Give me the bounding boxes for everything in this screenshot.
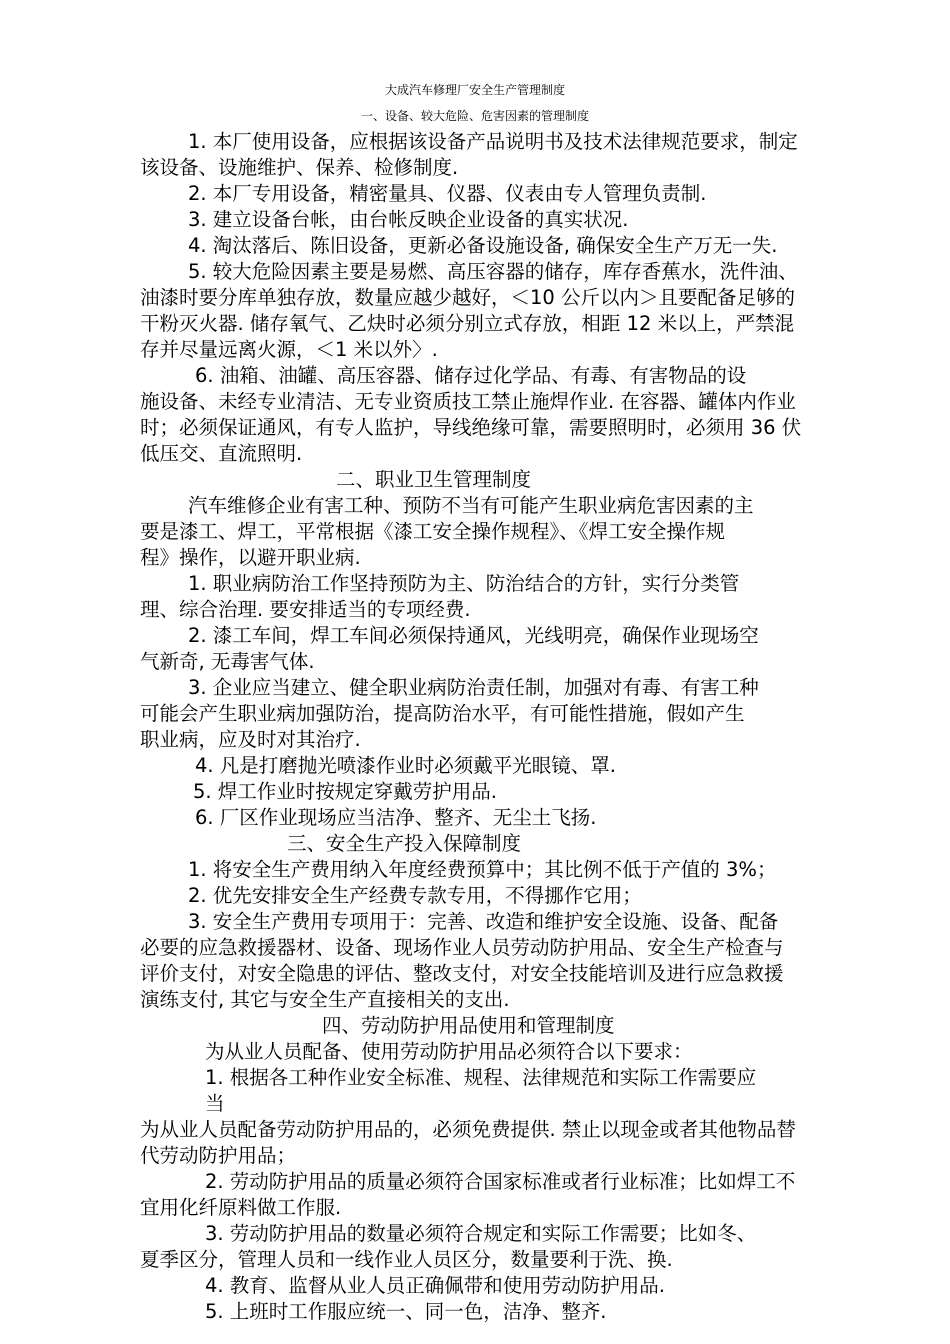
section-heading: 三、安全生产投入保障制度: [287, 832, 522, 855]
text-line: 1. 职业病防治工作坚持预防为主、防治结合的方针，实行分类管: [188, 572, 740, 595]
text-line: 2. 优先安排安全生产经费专款专用，不得挪作它用；: [188, 884, 642, 907]
text-line: 3. 劳动防护用品的数量必须符合规定和实际工作需要；比如冬、: [205, 1222, 757, 1245]
text-line: 2. 劳动防护用品的质量必须符合国家标准或者行业标准；比如焊工不: [205, 1170, 796, 1193]
text-line: 油漆时要分库单独存放，数量应越少越好，＜10 公斤以内＞且要配备足够的: [140, 286, 796, 309]
text-line: 可能会产生职业病加强防治，提高防治水平，有可能性措施，假如产生: [140, 702, 745, 725]
text-line: 4. 教育、监督从业人员正确佩带和使用劳动防护用品.: [205, 1274, 666, 1297]
text-line: 当: [205, 1092, 225, 1115]
text-line: 职业病，应及时对其治疗.: [140, 728, 361, 751]
text-line: 干粉灭火器. 储存氧气、乙炔时必须分别立式存放，相距 12 米以上，严禁混: [140, 312, 795, 335]
text-line: 5. 上班时工作服应统一、同一色，洁净、整齐.: [205, 1300, 607, 1323]
text-line: 气新奇, 无毒害气体.: [140, 650, 315, 673]
text-line: 宜用化纤原料做工作服.: [140, 1196, 342, 1219]
text-line: 评价支付，对安全隐患的评估、整改支付，对安全技能培训及进行应急救援: [140, 962, 784, 985]
text-line: 3. 企业应当建立、健全职业病防治责任制，加强对有毒、有害工种: [188, 676, 759, 699]
document-title: 大成汽车修理厂安全生产管理制度: [384, 83, 565, 97]
text-line: 程》操作，以避开职业病.: [140, 546, 361, 569]
section-heading: 四、劳动防护用品使用和管理制度: [322, 1014, 615, 1037]
text-line: 4. 凡是打磨抛光喷漆作业时必须戴平光眼镜、罩.: [195, 754, 617, 777]
text-line: 6. 厂区作业现场应当洁净、整齐、无尘土飞扬.: [195, 806, 597, 829]
text-line: 要是漆工、焊工，平常根据《漆工安全操作规程》、《焊工安全操作规: [140, 520, 726, 543]
text-line: 6. 油箱、油罐、高压容器、储存过化学品、有毒、有害物品的设: [195, 364, 747, 387]
text-line: 施设备、未经专业清洁、无专业资质技工禁止施焊作业. 在容器、罐体内作业: [140, 390, 796, 413]
text-line: 1. 本厂使用设备，应根据该设备产品说明书及技术法律规范要求，制定: [188, 130, 798, 153]
text-line: 低压交、直流照明.: [140, 442, 303, 465]
text-line: 为从业人员配备、使用劳动防护用品必须符合以下要求：: [205, 1040, 693, 1063]
text-line: 为从业人员配备劳动防护用品的，必须免费提供. 禁止以现金或者其他物品替: [140, 1118, 796, 1141]
text-line: 3. 安全生产费用专项用于：完善、改造和维护安全设施、设备、配备: [188, 910, 779, 933]
text-line: 4. 淘汰落后、陈旧设备，更新必备设施设备, 确保安全生产万无一失.: [188, 234, 778, 257]
text-line: 必要的应急救援器材、设备、现场作业人员劳动防护用品、安全生产检查与: [140, 936, 784, 959]
text-line: 2. 本厂专用设备，精密量具、仪器、仪表由专人管理负责制.: [188, 182, 707, 205]
text-line: 代劳动防护用品；: [140, 1144, 297, 1167]
text-line: 时；必须保证通风，有专人监护，导线绝缘可靠，需要照明时，必须用 36 伏: [140, 416, 802, 439]
text-line: 汽车维修企业有害工种、预防不当有可能产生职业病危害因素的主: [188, 494, 754, 517]
text-line: 5. 较大危险因素主要是易燃、高压容器的储存，库存香蕉水，洗件油、: [188, 260, 798, 283]
text-line: 该设备、设施维护、保养、检修制度.: [140, 156, 459, 179]
text-line: 1. 将安全生产费用纳入年度经费预算中；其比例不低于产值的 3%；: [188, 858, 777, 881]
text-line: 存并尽量远离火源，＜1 米以外〉.: [140, 338, 438, 361]
text-line: 理、综合治理. 要安排适当的专项经费.: [140, 598, 471, 621]
text-line: 3. 建立设备台帐，由台帐反映企业设备的真实状况.: [188, 208, 629, 231]
section-heading: 二、职业卫生管理制度: [336, 468, 532, 491]
section-heading: 一、设备、较大危险、危害因素的管理制度: [360, 109, 589, 123]
text-line: 1. 根据各工种作业安全标准、规程、法律规范和实际工作需要应: [205, 1066, 757, 1089]
text-line: 演练支付, 其它与安全生产直接相关的支出.: [140, 988, 510, 1011]
text-line: 5. 焊工作业时按规定穿戴劳护用品.: [193, 780, 498, 803]
text-line: 夏季区分，管理人员和一线作业人员区分，数量要利于洗、换.: [140, 1248, 673, 1271]
text-line: 2. 漆工车间，焊工车间必须保持通风，光线明亮，确保作业现场空: [188, 624, 759, 647]
